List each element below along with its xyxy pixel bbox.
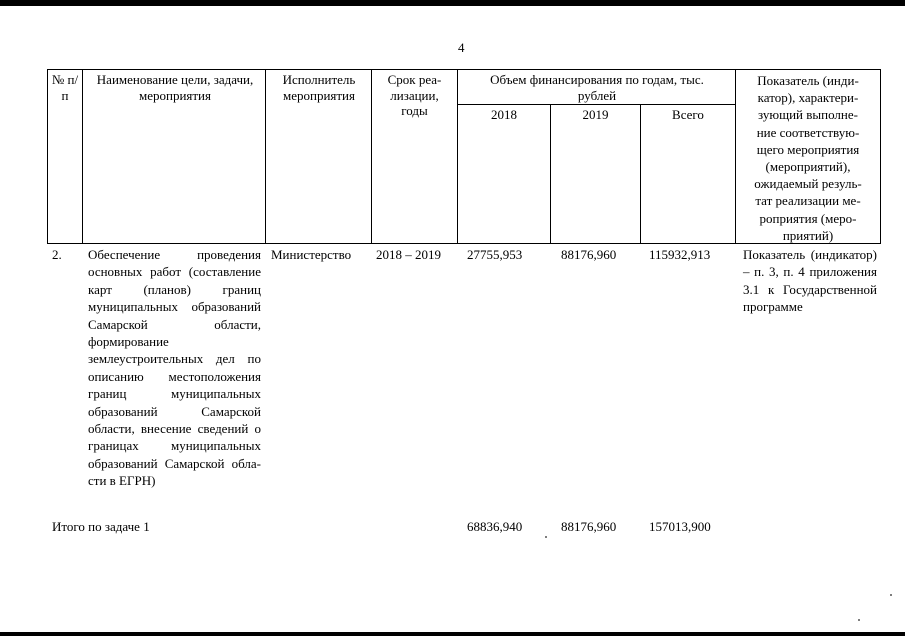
row-num: 2.: [52, 247, 62, 262]
col-line: [82, 69, 83, 244]
summary-total: 157013,900: [649, 519, 711, 534]
top-border: [0, 0, 905, 6]
row-executor: Министерство: [271, 247, 352, 262]
col-line: [640, 104, 641, 244]
header-total: Всего: [672, 107, 704, 122]
col-line: [880, 69, 881, 244]
scan-speck: [858, 619, 860, 621]
scan-speck: [890, 594, 892, 596]
page-number: 4: [458, 40, 465, 55]
financing-divider-line: [457, 104, 735, 105]
header-financing: Объем финансирования по годам, тыс. рублей: [490, 72, 704, 103]
row-period: 2018 – 2019: [376, 247, 441, 262]
row-total: 115932,913: [649, 247, 711, 262]
header-num: № п/п: [51, 72, 79, 103]
row-value-2018: 27755,953: [467, 247, 523, 262]
summary-label: Итого по задаче 1: [52, 519, 150, 534]
col-line: [550, 104, 551, 244]
scan-speck: [545, 536, 547, 538]
header-indicator: Показатель (инди- катор), характери- зующий выполне- ние соответствую- щего мероприятия (мероприятий), ожидаемый резуль- тат реализации ме- роприятия (меро- приятий): [754, 73, 862, 243]
col-line: [735, 69, 736, 244]
col-line: [265, 69, 266, 244]
row-value-2019: 88176,960: [561, 247, 617, 262]
col-line: [457, 69, 458, 244]
row-name: Обеспечение проведения основных работ (составление карт (планов) границ муниципальных образований Самарской области, формирование землеустроительных дел по описанию местоположения границ муниципальных образований Самарской области, внесение сведений о границах муниципальных образований Самарской области в ЕГРН): [88, 247, 261, 489]
bottom-border: [0, 632, 905, 636]
header-period: Срок реа- лизации, годы: [387, 72, 442, 118]
summary-value-2018: 68836,940: [467, 519, 523, 534]
table-top-line: [47, 69, 881, 70]
col-line: [47, 69, 48, 244]
summary-value-2019: 88176,960: [561, 519, 617, 534]
header-name: Наименование цели, задачи, мероприятия: [96, 72, 254, 103]
header-year-2018: 2018: [491, 107, 517, 122]
row-indicator: Показатель (индикатор) – п. 3, п. 4 приложения 3.1 к Государственной программе: [743, 247, 877, 315]
header-executor: Исполнитель мероприятия: [282, 72, 356, 103]
header-year-2019: 2019: [582, 107, 609, 122]
